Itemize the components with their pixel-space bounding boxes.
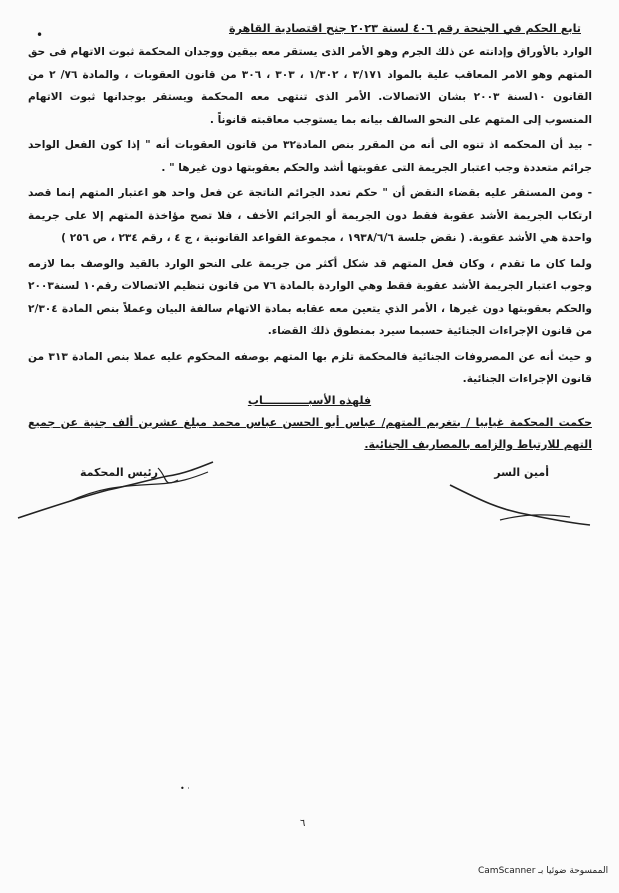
reasons-heading-text: فلهذه الأسبــــــــــــاب <box>247 394 372 407</box>
scanner-watermark: الممسوحة ضوئيا بـ CamScanner <box>478 866 609 876</box>
reasons-heading <box>0 394 619 407</box>
paragraph-1: الوارد بالأوراق وإدانته عن ذلك الجرم وهو الأمر الذى يستقر معه بيقين ووجدان المحكمة ثبوت الاتهام فى حق المتهم وهو الامر المعاقب علية بالمواد ٣/١٧١ ، ١/٣٠٢ ، ٣٠٣ ، ٣٠٦ من قانون العقوبات ، والمادة ٧٦/ ٢ من القانون ١٠لسنة ٢٠٠٣ بشان الاتصالات. الأمر الذى تنتهى معه المحكمة ويستقر بوجدانها ثبوت الاتهام المنسوب إلى المتهم على النحو السالف بيانه بما يستوجب معاقبته قانوناً . <box>28 46 593 126</box>
judge-signature <box>8 458 228 528</box>
verdict-paragraph: حكمت المحكمة غيابيا / بتغريم المتهم/ عباس أبو الحسن عباس محمد مبلغ عشرين ألف جنية عن جميع التهم للارتباط والزامه بالمصاريف الجنائية. <box>28 416 592 451</box>
judge-title: رئيس المحكمة <box>80 466 158 479</box>
paragraph-3: - ومن المستقر عليه بقضاء النقض أن " حكم تعدد الجرائم الناتجة عن فعل واحد هو اعتبار المتهم إنما قصد ارتكاب الجريمة الأشد عقوبة فقط دون الجريمة أو الجرائم الأخف ، فلا تصح مؤاخذة المتهم إلا على جريمة واحدة هي الأشد عقوبة. ( نقض جلسة ١٩٣٨/٦/٦ ، مجموعة القواعد القانونية ، ج ٤ ، رقم ٢٣٤ ، ص ٢٥٦ ) <box>28 187 592 244</box>
paragraph-5: و حيث أنه عن المصروفات الجنائية فالمحكمة تلزم بها المتهم بوصفه المحكوم عليه عملا بنص المادة ٣١٣ من قانون الإجراءات الجنائية. <box>28 350 593 385</box>
clerk-title: أمين السر <box>494 466 549 479</box>
paragraph-2: - بيد أن المحكمه اذ تنوه الى أنه من المقرر بنص المادة٣٢ من قانون العقوبات أنه " إذا كون الفعل الواحد جرائم متعددة وجب اعتبار الجريمة التى عقوبتها أشد والحكم بعقوبتها دون غيرها " . <box>28 139 592 174</box>
page-header: تابع الحكم في الجنحة رقم ٤٠٦ لسنة ٢٠٢٣ جنح اقتصادية القاهرة <box>228 22 581 35</box>
page-number: ٦ <box>300 818 306 829</box>
body-text <box>28 41 592 391</box>
scan-specks: • · <box>180 784 190 793</box>
scan-dot: • <box>36 28 44 42</box>
verdict-text <box>28 412 592 456</box>
paragraph-4: ولما كان ما تقدم ، وكان فعل المتهم قد شكل أكثر من جريمة على النحو الوارد بالقيد والوصف بما لازمه وجوب اعتبار الجريمة الأشد عقوبة فقط وهي الواردة بالمادة ٧٦ من قانون تنظيم الاتصالات رقم١٠ لسنة٢٠٠٣ والحكم بعقوبتها دون غيرها ، الأمر الذي يتعين معه عقابه بمادة الاتهام سالفة البيان وعملاً بنص المادة ٢/٣٠٤ من قانون الإجراءات الجنائية حسبما سيرد بمنطوق ذلك القضاء. <box>28 257 593 337</box>
clerk-signature <box>440 475 600 535</box>
